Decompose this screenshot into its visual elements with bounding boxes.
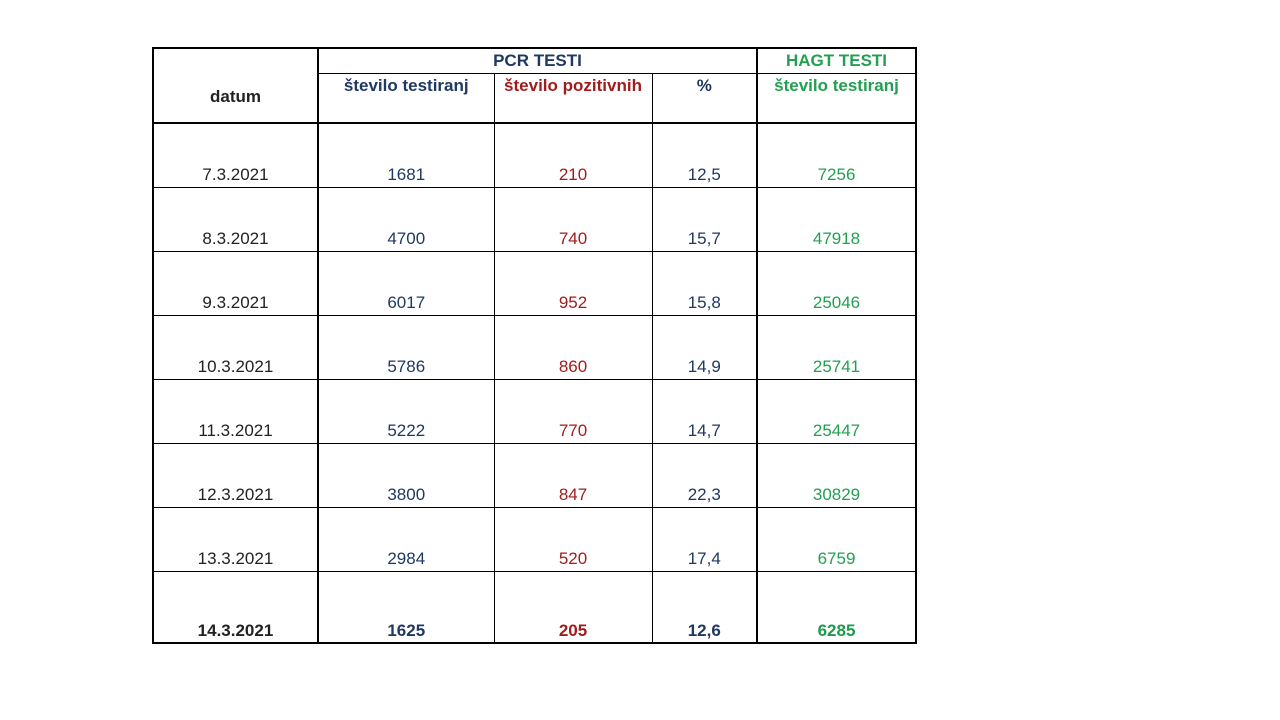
cell-percent: 14,7: [652, 380, 757, 444]
cell-percent: 14,9: [652, 316, 757, 380]
cell-pcr-positive: 847: [494, 444, 652, 508]
cell-hagt-tests: 7256: [757, 123, 916, 188]
cell-pcr-positive: 205: [494, 572, 652, 644]
cell-pcr-positive: 770: [494, 380, 652, 444]
cell-hagt-tests: 30829: [757, 444, 916, 508]
cell-pcr-tests: 2984: [318, 508, 494, 572]
cell-pcr-tests: 1625: [318, 572, 494, 644]
table-row: [153, 123, 916, 188]
cell-date: 12.3.2021: [153, 444, 318, 508]
cell-hagt-tests: 25741: [757, 316, 916, 380]
cell-pcr-tests: 4700: [318, 188, 494, 252]
cell-percent: 15,8: [652, 252, 757, 316]
cell-hagt-tests: 6285: [757, 572, 916, 644]
cell-pcr-tests: 1681: [318, 123, 494, 188]
cell-hagt-tests: 6759: [757, 508, 916, 572]
header-row-groups: [153, 48, 916, 74]
header-pcr-percent: %: [652, 74, 757, 124]
header-pcr-tests: število testiranj: [318, 74, 494, 124]
table-row: [153, 508, 916, 572]
cell-date: 13.3.2021: [153, 508, 318, 572]
cell-pcr-positive: 860: [494, 316, 652, 380]
table-row: [153, 380, 916, 444]
cell-date: 7.3.2021: [153, 123, 318, 188]
cell-pcr-positive: 520: [494, 508, 652, 572]
cell-percent: 12,5: [652, 123, 757, 188]
table-row: [153, 188, 916, 252]
table-row: [153, 444, 916, 508]
table-row: [153, 252, 916, 316]
cell-hagt-tests: 25046: [757, 252, 916, 316]
cell-date: 10.3.2021: [153, 316, 318, 380]
header-hagt-tests: število testiranj: [757, 74, 916, 124]
cell-pcr-tests: 5786: [318, 316, 494, 380]
header-hagt-group: HAGT TESTI: [757, 48, 916, 74]
cell-pcr-tests: 6017: [318, 252, 494, 316]
cell-pcr-tests: 5222: [318, 380, 494, 444]
cell-pcr-positive: 740: [494, 188, 652, 252]
table-row: [153, 316, 916, 380]
table-row-latest: [153, 572, 916, 644]
cell-date: 11.3.2021: [153, 380, 318, 444]
cell-date: 8.3.2021: [153, 188, 318, 252]
cell-date: 14.3.2021: [153, 572, 318, 644]
cell-pcr-positive: 952: [494, 252, 652, 316]
cell-percent: 15,7: [652, 188, 757, 252]
cell-hagt-tests: 47918: [757, 188, 916, 252]
cell-pcr-positive: 210: [494, 123, 652, 188]
cell-hagt-tests: 25447: [757, 380, 916, 444]
cell-percent: 12,6: [652, 572, 757, 644]
header-pcr-group: PCR TESTI: [318, 48, 757, 74]
cell-percent: 17,4: [652, 508, 757, 572]
cell-date: 9.3.2021: [153, 252, 318, 316]
header-date: datum: [153, 48, 318, 123]
header-pcr-positive: število pozitivnih: [494, 74, 652, 124]
cell-pcr-tests: 3800: [318, 444, 494, 508]
testing-table: [152, 47, 917, 644]
cell-percent: 22,3: [652, 444, 757, 508]
